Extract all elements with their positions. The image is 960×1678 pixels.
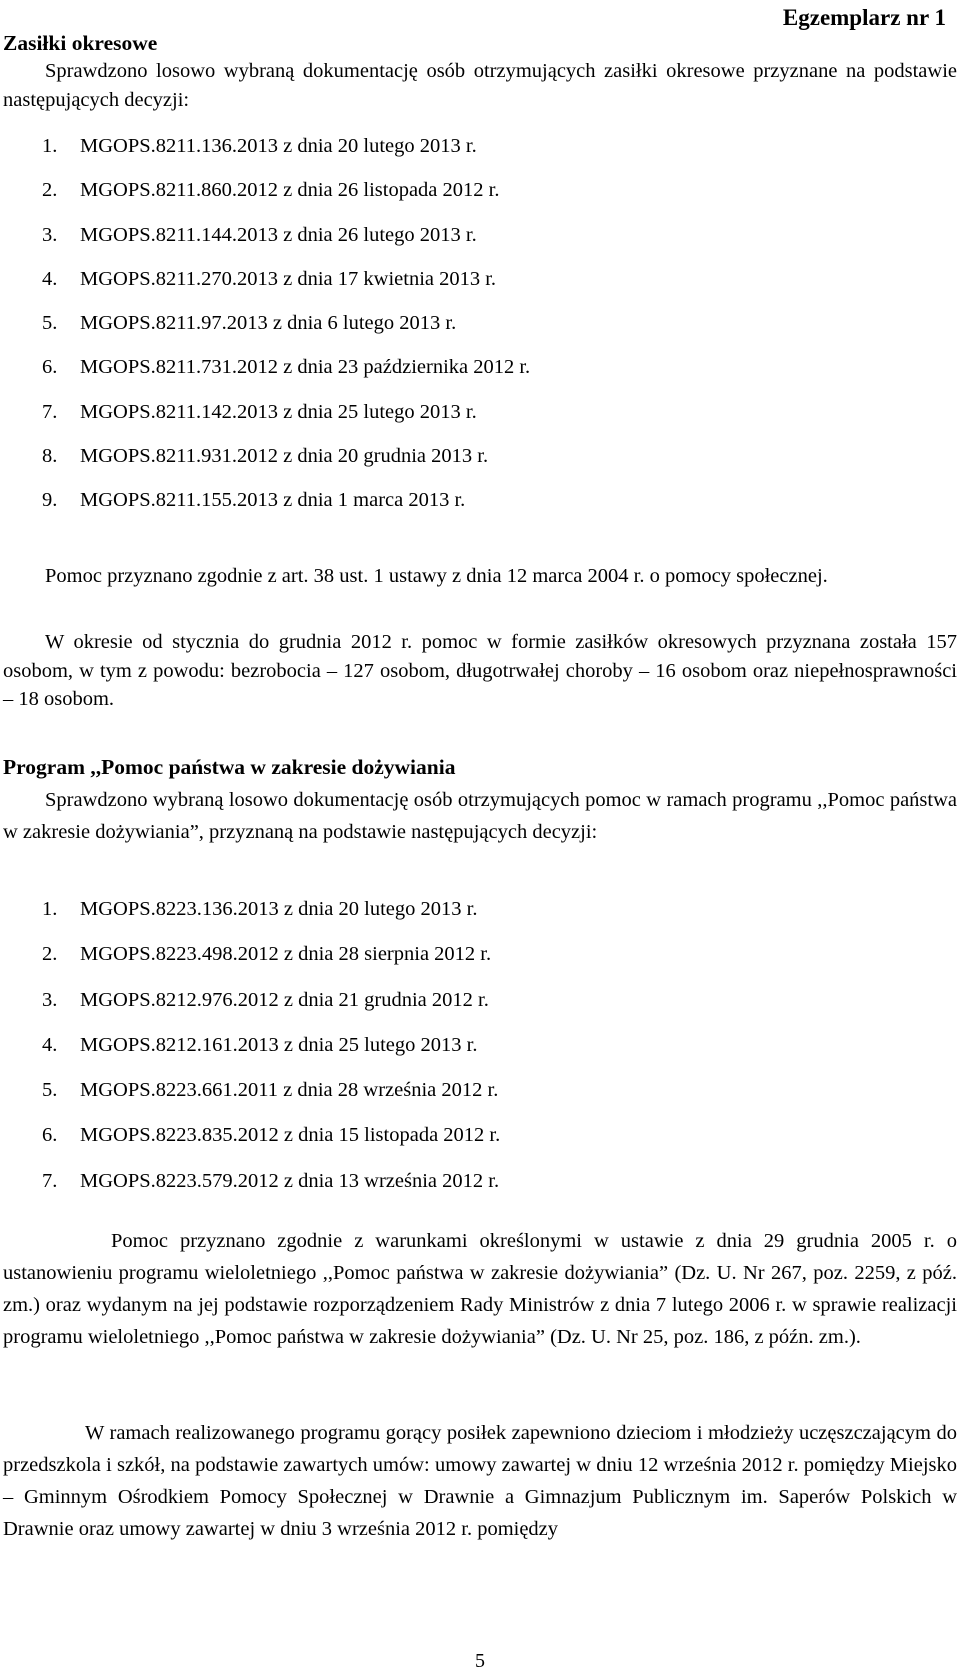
list-item: 5. MGOPS.8211.97.2013 z dnia 6 lutego 2013 r. <box>42 312 457 335</box>
list-item: 3. MGOPS.8211.144.2013 z dnia 26 lutego 2013 r. <box>42 223 477 246</box>
section1-intro: Sprawdzono losowo wybraną dokumentację osób otrzymujących zasiłki okresowe przyznane na podstawie następujących decyzji: <box>3 60 957 111</box>
list-item: 1. MGOPS.8211.136.2013 z dnia 20 lutego 2013 r. <box>42 135 477 157</box>
list-item: 7. MGOPS.8211.142.2013 z dnia 25 lutego 2013 r. <box>42 400 477 423</box>
page-number: 5 <box>475 1650 485 1672</box>
list-item: 6. MGOPS.8211.731.2012 z dnia 23 października 2012 r. <box>42 356 531 379</box>
list-item: 8. MGOPS.8211.931.2012 z dnia 20 grudnia 2013 r. <box>42 445 489 468</box>
section2-intro: Sprawdzono wybraną losowo dokumentację osób otrzymujących pomoc w ramach programu ,,Pomoc państwa w zakresie dożywiania”, przyznaną na podstawie następujących decyzji: <box>3 789 957 843</box>
list-item: 4. MGOPS.8212.161.2013 z dnia 25 lutego 2013 r. <box>42 1033 478 1056</box>
list-item: 2. MGOPS.8223.498.2012 z dnia 28 sierpnia 2012 r. <box>42 943 492 966</box>
list-item: 9. MGOPS.8211.155.2013 z dnia 1 marca 2013 r. <box>42 489 466 512</box>
list-item: 2. MGOPS.8211.860.2012 z dnia 26 listopada 2012 r. <box>42 179 500 202</box>
section2-meals: W ramach realizowanego programu gorący posiłek zapewniono dzieciom i młodzieży uczęszczającym do przedszkola i szkół, na podstawie zawartych umów: umowy zawartej w dniu 12 września 2012 r. pomiędzy Miejsko – Gminnym Ośrodkiem Pomocy Społecznej w Drawnie a Gimnazjum Publicznym im. Saperów Polskich w Drawnie oraz umowy zawartej w dniu 3 września 2012 r. pomiędzy <box>3 1422 957 1540</box>
section2-decision-list <box>42 887 500 1204</box>
section-title-periodic-benefits: Zasiłki okresowe <box>3 31 158 55</box>
list-item: 4. MGOPS.8211.270.2013 z dnia 17 kwietnia 2013 r. <box>42 267 497 290</box>
list-item: 3. MGOPS.8212.976.2012 z dnia 21 grudnia 2012 r. <box>42 988 489 1011</box>
section1-decision-list <box>42 124 530 523</box>
section2-legal-basis: Pomoc przyznano zgodnie z warunkami określonymi w ustawie z dnia 29 grudnia 2005 r. o ustanowieniu programu wieloletniego ,,Pomoc państwa w zakresie dożywiania” (Dz. U. Nr 267, poz. 2259, z póź. zm.) oraz wydanym na jej podstawie rozporządzeniem Rady Ministrów z dnia 7 lutego 2006 r. w sprawie realizacji programu wieloletniego ,,Pomoc państwa w zakresie dożywiania” (Dz. U. Nr 25, poz. 186, z późn. zm.). <box>3 1230 957 1348</box>
copy-label: Egzemplarz nr 1 <box>782 5 946 30</box>
section-title-nutrition-program: Program ,,Pomoc państwa w zakresie dożywiania <box>3 755 456 779</box>
section1-legal-basis: Pomoc przyznano zgodnie z art. 38 ust. 1 ustawy z dnia 12 marca 2004 r. o pomocy społecznej. <box>45 565 828 587</box>
section1-summary: W okresie od stycznia do grudnia 2012 r. pomoc w formie zasiłków okresowych przyznana została 157 osobom, w tym z powodu: bezrobocia – 127 osobom, długotrwałej choroby – 16 osobom oraz niepełnosprawności – 18 osobom. <box>3 631 957 711</box>
list-item: 7. MGOPS.8223.579.2012 z dnia 13 września 2012 r. <box>42 1169 500 1192</box>
list-item: 5. MGOPS.8223.661.2011 z dnia 28 września 2012 r. <box>42 1079 499 1102</box>
list-item: 1. MGOPS.8223.136.2013 z dnia 20 lutego 2013 r. <box>42 898 478 920</box>
list-item: 6. MGOPS.8223.835.2012 z dnia 15 listopada 2012 r. <box>42 1124 501 1147</box>
